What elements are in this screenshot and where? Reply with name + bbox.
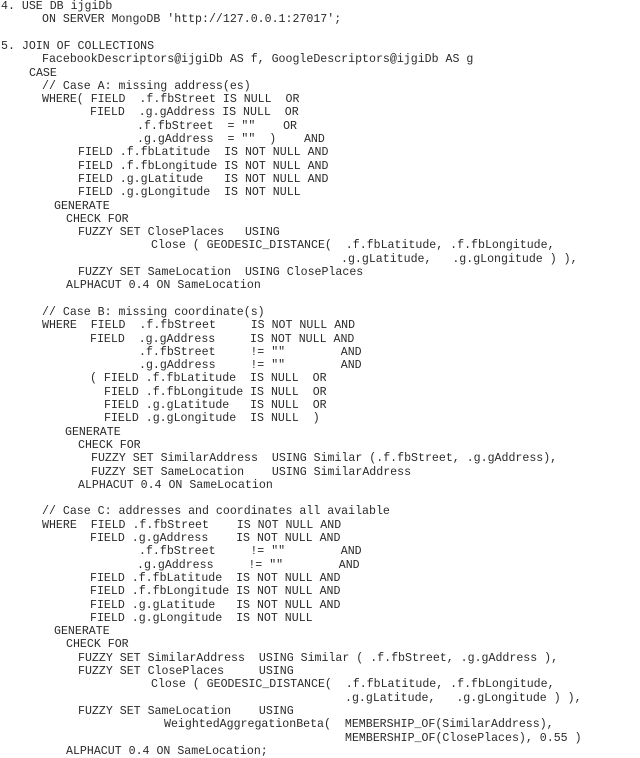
code-line: WHERE( FIELD .f.fbStreet IS NULL OR	[42, 93, 300, 107]
code-line: Close ( GEODESIC_DISTANCE( .f.fbLatitude, .f.fbLongitude,	[151, 239, 555, 253]
code-line: FIELD .f.fbLatitude IS NOT NULL AND	[90, 571, 341, 585]
code-line: .g.gAddress != "" AND	[137, 558, 360, 572]
code-line: FIELD .g.gAddress IS NOT NULL AND	[90, 332, 355, 346]
code-line: MEMBERSHIP_OF(ClosePlaces), 0.55 )	[345, 731, 582, 745]
code-comment-case-b: // Case B: missing coordinate(s)	[42, 305, 265, 319]
code-line-generate: GENERATE	[65, 425, 121, 439]
code-line: FIELD .g.gAddress IS NULL OR	[90, 106, 299, 120]
code-line: FUZZY SET SameLocation USING SimilarAddress	[91, 465, 412, 479]
code-line: .f.fbStreet = "" OR	[137, 119, 298, 133]
code-line-use-db: 4. USE DB ijgiDb	[1, 0, 113, 13]
code-line: FUZZY SET ClosePlaces USING	[78, 226, 280, 240]
code-comment-case-c: // Case C: addresses and coordinates all available	[42, 505, 390, 519]
code-line: FUZZY SET SameLocation USING	[78, 704, 294, 718]
code-line-on-server: ON SERVER MongoDB 'http://127.0.0.1:27017';	[42, 13, 342, 27]
code-line: .f.fbStreet != "" AND	[139, 345, 362, 359]
code-line: FIELD .f.fbLatitude IS NOT NULL AND	[78, 146, 329, 160]
code-comment-case-a: // Case A: missing address(es)	[42, 79, 251, 93]
code-line: .g.gAddress = "" ) AND	[137, 133, 325, 146]
code-line: FIELD .g.gLongitude IS NULL )	[104, 412, 320, 426]
code-line-alphacut: ALPHACUT 0.4 ON SameLocation	[66, 279, 261, 293]
code-line-check-for: CHECK FOR	[66, 638, 129, 652]
code-line: FUZZY SET SimilarAddress USING Similar ( .f.fbStreet, .g.gAddress ),	[78, 651, 559, 665]
code-line: FIELD .g.gLongitude IS NOT NULL	[90, 611, 313, 625]
code-line: FIELD .g.gAddress IS NOT NULL AND	[90, 532, 341, 545]
code-line-generate: GENERATE	[54, 199, 110, 213]
code-line: FUZZY SET SameLocation USING ClosePlaces	[78, 266, 364, 279]
code-line: FIELD .f.fbLongitude IS NOT NULL AND	[90, 585, 341, 599]
code-line: .g.gLatitude, .g.gLongitude ) ),	[345, 691, 582, 705]
code-line: Close ( GEODESIC_DISTANCE( .f.fbLatitude, .f.fbLongitude,	[151, 678, 555, 692]
code-line: FIELD .g.gLatitude IS NOT NULL AND	[90, 598, 341, 612]
code-line: FIELD .f.fbLongitude IS NULL OR	[104, 385, 327, 399]
code-line: FIELD .g.gLatitude IS NULL OR	[104, 399, 327, 412]
code-line-collections: FacebookDescriptors@ijgiDb AS f, GoogleDescriptors@ijgiDb AS g	[42, 53, 474, 67]
code-line: .f.fbStreet != "" AND	[139, 545, 362, 559]
code-line-case: CASE	[29, 66, 57, 80]
code-line: FIELD .g.gLongitude IS NOT NULL	[78, 186, 301, 200]
code-line: WHERE FIELD .f.fbStreet IS NOT NULL AND	[42, 319, 356, 333]
code-line-join-header: 5. JOIN OF COLLECTIONS	[1, 39, 155, 53]
code-line: ( FIELD .f.fbLatitude IS NULL OR	[90, 372, 327, 386]
code-line: .g.gLatitude, .g.gLongitude ) ),	[341, 252, 578, 266]
code-line-alphacut-final: ALPHACUT 0.4 ON SameLocation;	[66, 744, 268, 758]
code-line-alphacut: ALPHACUT 0.4 ON SameLocation	[78, 478, 273, 492]
code-line: WeightedAggregationBeta( MEMBERSHIP_OF(SimilarAddress),	[164, 718, 554, 732]
code-line-generate: GENERATE	[54, 625, 110, 639]
code-line: .g.gAddress != "" AND	[139, 359, 362, 373]
code-line: FUZZY SET SimilarAddress USING Similar (.f.fbStreet, .g.gAddress),	[91, 452, 558, 466]
code-line: FUZZY SET ClosePlaces USING	[78, 665, 294, 678]
code-line-check-for: CHECK FOR	[78, 438, 141, 452]
code-line-check-for: CHECK FOR	[66, 212, 129, 226]
code-line: WHERE FIELD .f.fbStreet IS NOT NULL AND	[42, 518, 342, 532]
code-line: FIELD .f.fbLongitude IS NOT NULL AND	[78, 159, 329, 173]
code-line: FIELD .g.gLatitude IS NOT NULL AND	[78, 172, 329, 186]
